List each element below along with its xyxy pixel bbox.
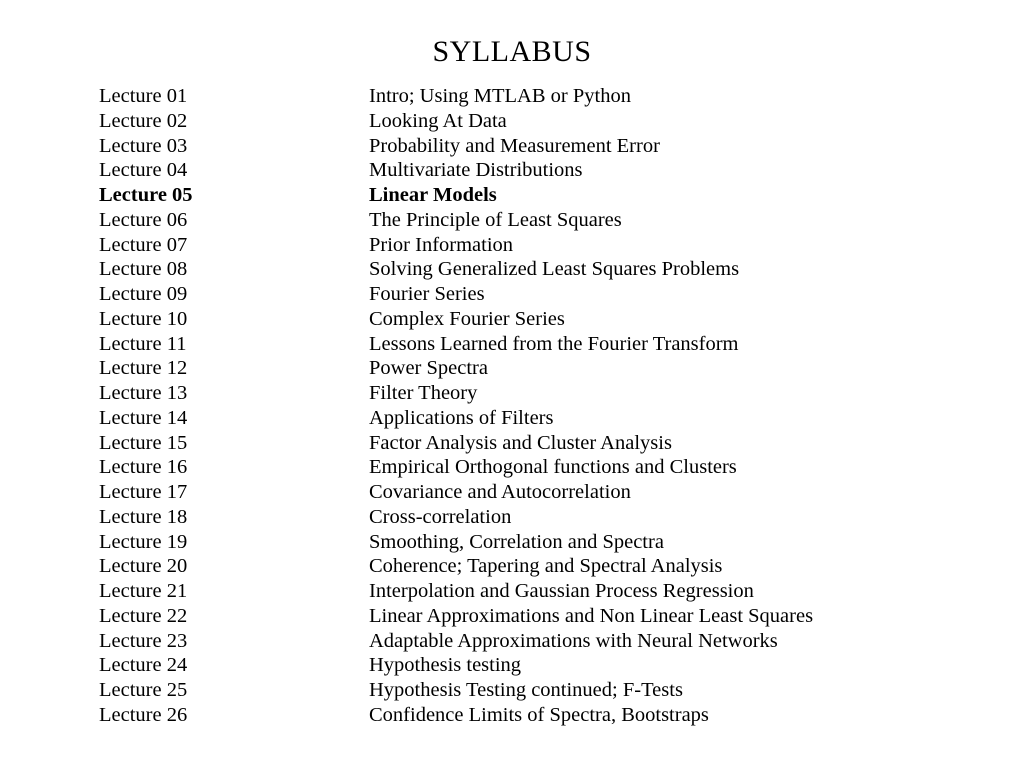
syllabus-list <box>99 84 959 728</box>
lecture-topic: Fourier Series <box>369 283 485 305</box>
lecture-topic: Lessons Learned from the Fourier Transform <box>369 332 739 355</box>
lecture-number: Lecture 05 <box>99 184 193 206</box>
lecture-number: Lecture 12 <box>99 357 188 380</box>
lecture-topic: Coherence; Tapering and Spectral Analysis <box>369 555 723 578</box>
syllabus-row <box>99 455 959 480</box>
lecture-topic: Intro; Using MTLAB or Python <box>369 85 631 107</box>
lecture-number: Lecture 15 <box>99 431 188 454</box>
lecture-number: Lecture 22 <box>99 604 188 627</box>
lecture-topic: Cross-correlation <box>369 505 512 528</box>
lecture-topic: Filter Theory <box>369 382 478 404</box>
syllabus-row <box>99 381 959 406</box>
syllabus-row <box>99 703 959 728</box>
lecture-topic: Looking At Data <box>369 109 507 132</box>
syllabus-row <box>99 208 959 233</box>
lecture-topic: Covariance and Autocorrelation <box>369 481 631 503</box>
lecture-topic: Factor Analysis and Cluster Analysis <box>369 431 672 454</box>
lecture-topic: The Principle of Least Squares <box>369 208 622 231</box>
syllabus-row <box>99 554 959 579</box>
lecture-topic: Empirical Orthogonal functions and Clusters <box>369 456 737 479</box>
lecture-topic: Complex Fourier Series <box>369 307 565 330</box>
syllabus-row <box>99 629 959 654</box>
lecture-topic: Applications of Filters <box>369 406 554 429</box>
syllabus-row <box>99 307 959 332</box>
lecture-number: Lecture 20 <box>99 555 188 578</box>
lecture-number: Lecture 21 <box>99 580 188 602</box>
syllabus-row <box>99 653 959 678</box>
lecture-topic: Multivariate Distributions <box>369 159 583 182</box>
lecture-number: Lecture 01 <box>99 85 188 107</box>
syllabus-row <box>99 406 959 431</box>
lecture-number: Lecture 17 <box>99 481 188 503</box>
lecture-number: Lecture 07 <box>99 233 188 256</box>
lecture-topic: Confidence Limits of Spectra, Bootstraps <box>369 703 709 726</box>
syllabus-row <box>99 678 959 703</box>
lecture-number: Lecture 03 <box>99 134 188 157</box>
lecture-topic: Smoothing, Correlation and Spectra <box>369 530 664 553</box>
syllabus-row <box>99 505 959 530</box>
syllabus-row <box>99 604 959 629</box>
lecture-number: Lecture 14 <box>99 406 188 429</box>
syllabus-row <box>99 480 959 505</box>
syllabus-row <box>99 257 959 282</box>
syllabus-row <box>99 233 959 258</box>
syllabus-row <box>99 109 959 134</box>
syllabus-row <box>99 282 959 307</box>
lecture-number: Lecture 11 <box>99 332 187 355</box>
syllabus-row <box>99 158 959 183</box>
lecture-number: Lecture 18 <box>99 505 188 528</box>
lecture-number: Lecture 23 <box>99 629 188 652</box>
lecture-topic: Linear Models <box>369 184 497 206</box>
lecture-topic: Prior Information <box>369 233 514 256</box>
lecture-topic: Solving Generalized Least Squares Problems <box>369 258 740 281</box>
syllabus-row <box>99 134 959 159</box>
lecture-number: Lecture 13 <box>99 382 188 404</box>
lecture-number: Lecture 02 <box>99 109 188 132</box>
page-title: SYLLABUS <box>432 35 592 68</box>
syllabus-row <box>99 84 959 109</box>
syllabus-row <box>99 431 959 456</box>
lecture-number: Lecture 25 <box>99 679 188 701</box>
syllabus-row <box>99 183 959 208</box>
lecture-number: Lecture 10 <box>99 307 188 330</box>
lecture-topic: Adaptable Approximations with Neural Networks <box>369 629 778 652</box>
lecture-number: Lecture 09 <box>99 283 188 305</box>
lecture-number: Lecture 04 <box>99 159 188 182</box>
lecture-number: Lecture 19 <box>99 530 188 553</box>
lecture-number: Lecture 24 <box>99 654 188 677</box>
lecture-topic: Probability and Measurement Error <box>369 134 660 157</box>
lecture-topic: Power Spectra <box>369 357 488 380</box>
lecture-number: Lecture 16 <box>99 456 188 479</box>
syllabus-row <box>99 332 959 357</box>
lecture-topic: Interpolation and Gaussian Process Regression <box>369 580 754 602</box>
lecture-topic: Hypothesis Testing continued; F-Tests <box>369 679 683 701</box>
syllabus-row <box>99 530 959 555</box>
lecture-topic: Hypothesis testing <box>369 654 522 677</box>
lecture-topic: Linear Approximations and Non Linear Least Squares <box>369 604 814 627</box>
syllabus-row <box>99 356 959 381</box>
lecture-number: Lecture 08 <box>99 258 188 281</box>
lecture-number: Lecture 06 <box>99 208 188 231</box>
lecture-number: Lecture 26 <box>99 703 188 726</box>
syllabus-row <box>99 579 959 604</box>
